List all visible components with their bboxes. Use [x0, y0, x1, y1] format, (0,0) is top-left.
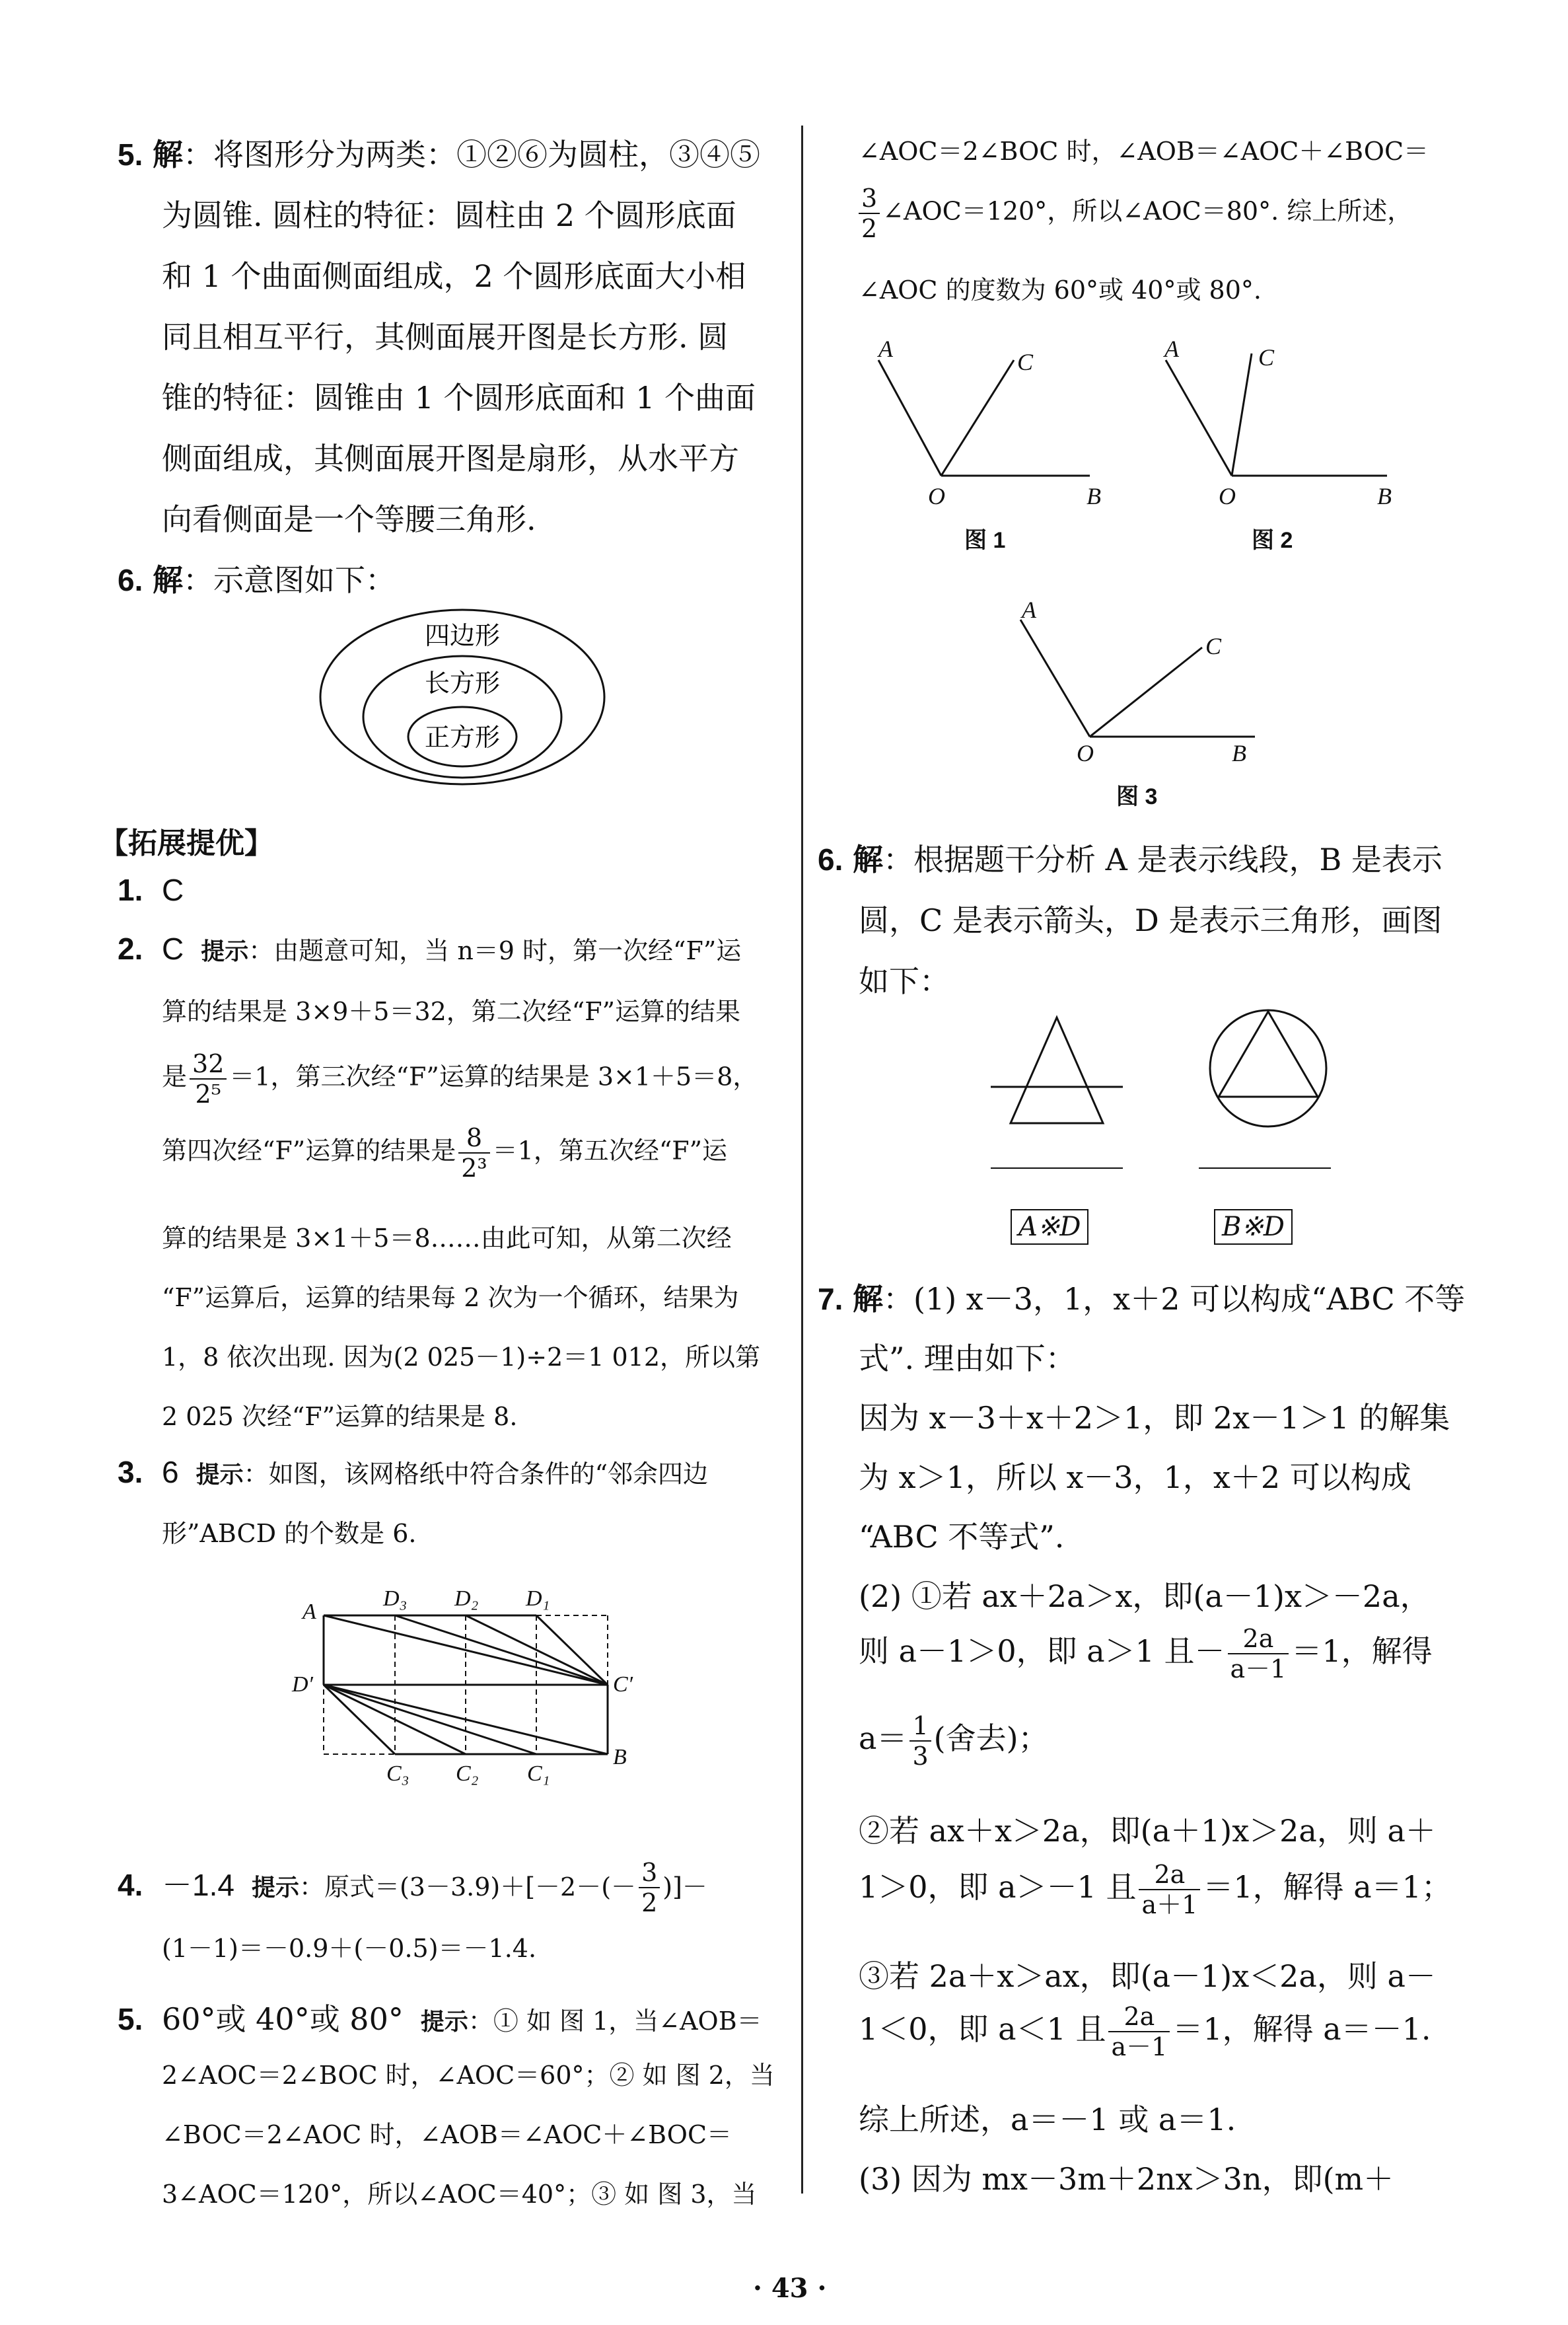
e2-number: 2. [118, 932, 143, 966]
q6-number: 6. [118, 563, 143, 597]
q5-label: 解 [153, 137, 183, 172]
e4-hint-label: 提示 [251, 1874, 299, 1901]
shape-A-D [991, 1011, 1136, 1196]
q7-line-8 [859, 1711, 1049, 1771]
e1-line [118, 872, 184, 908]
q7-text-12b: ＝1，解得 a＝－1. [1172, 2011, 1431, 2047]
r-q6-text-1: ：根据题干分析 A 是表示线段，B 是表示 [883, 842, 1443, 877]
e3-hint-label: 提示 [196, 1461, 244, 1488]
q7-line-7 [859, 1624, 1433, 1683]
e2-frac-1-num: 32 [190, 1049, 227, 1080]
q5-line-5: 锥的特征：圆锥由 1 个圆形底面和 1 个曲面 [162, 380, 756, 416]
cont-frac-num: 3 [859, 184, 880, 214]
q5-number: 5. [118, 137, 143, 172]
grid-label-D2: D₂ [454, 1586, 479, 1611]
e2-line-7: 1，8 依次出现. 因为(2 025－1)÷2＝1 012，所以第 [162, 1343, 761, 1372]
e2-line-5: 算的结果是 3×1＋5＝8……由此可知，从第二次经 [162, 1224, 732, 1253]
q7-frac-3 [1139, 1860, 1200, 1919]
e5-text-1: ：① 如 图 1，当∠AOB＝ [468, 2007, 762, 2036]
section-title: 【拓展提优】 [99, 827, 273, 860]
fig2-label-A: A [1164, 336, 1179, 362]
q7-text-8a: a＝ [859, 1720, 908, 1756]
q7-line-4: 为 x＞1，所以 x－3，1，x＋2 可以构成 [859, 1459, 1411, 1495]
e1-answer: C [162, 873, 184, 907]
column-divider [801, 126, 803, 2194]
fig3-label-A: A [1022, 597, 1036, 623]
q7-frac-1 [1228, 1624, 1289, 1683]
e2-line-4a: 第四次经“F”运算的结果是 [162, 1136, 456, 1165]
grid-label-Dp: D′ [292, 1672, 313, 1697]
angle-figure-2 [1153, 334, 1417, 512]
e3-line-2: 形”ABCD 的个数是 6. [162, 1519, 417, 1548]
e5-line-2: 2∠AOC＝2∠BOC 时，∠AOC＝60°；② 如 图 2，当 [162, 2061, 775, 2090]
grid-label-B: B [613, 1745, 627, 1769]
grid-label-Cp: C′ [613, 1672, 633, 1697]
fig1-label-A: A [878, 336, 893, 362]
q5-line-3: 和 1 个曲面侧面组成，2 个圆形底面大小相 [162, 258, 746, 294]
grid-figure [291, 1572, 660, 1824]
q7-text-10a: 1＞0，即 a＞－1 且 [859, 1869, 1137, 1905]
q7-frac-4-num: 2a [1108, 2002, 1170, 2032]
q7-line-6: (2) ①若 ax＋2a＞x，即(a－1)x＞－2a， [859, 1578, 1431, 1614]
e2-line-1 [118, 930, 741, 967]
q7-line-11: ③若 2a＋x＞ax，即(a－1)x＜2a，则 a－ [859, 1958, 1436, 1994]
fig1-label-O: O [928, 483, 945, 509]
e3-answer: 6 [162, 1455, 179, 1489]
e4-frac-den: 2 [641, 1888, 658, 1917]
e2-frac-2-den: 2³ [461, 1154, 487, 1183]
angle-figure-1 [859, 334, 1123, 512]
box-B-D: B※D [1214, 1209, 1293, 1245]
grid-label-C2: C₂ [456, 1761, 479, 1786]
q6-label: 解 [153, 563, 183, 597]
q7-line-2: 式”. 理由如下： [859, 1341, 1076, 1376]
fig1-label-B: B [1087, 483, 1101, 509]
q7-line-14: (3) 因为 mx－3m＋2nx＞3n，即(m＋ [859, 2161, 1394, 2197]
q7-text-7a: 则 a－1＞0，即 a＞1 且－ [859, 1633, 1225, 1669]
r-q6-line-3: 如下： [859, 963, 950, 999]
e2-frac-1-den: 2⁵ [195, 1080, 221, 1109]
q5-line-6: 侧面组成，其侧面展开图是扇形，从水平方 [162, 441, 739, 476]
q5-line-7: 向看侧面是一个等腰三角形. [162, 501, 536, 537]
fig1-caption: 图 1 [964, 528, 1006, 553]
fig3-label-C: C [1205, 633, 1222, 659]
q7-frac-2 [909, 1711, 931, 1771]
e2-line-2: 算的结果是 3×9＋5＝32，第二次经“F”运算的结果 [162, 997, 741, 1026]
grid-label-D1: D₁ [526, 1586, 550, 1611]
box-A-D: A※D [1011, 1209, 1088, 1245]
e2-line-3 [162, 1049, 758, 1109]
e5-number: 5. [118, 2002, 143, 2036]
q5-line-2: 为圆锥. 圆柱的特征：圆柱由 2 个圆形底面 [162, 198, 736, 233]
e3-line-1 [118, 1454, 708, 1490]
q6-text: ：示意图如下： [183, 562, 396, 598]
grid-label-D3: D₃ [383, 1586, 408, 1611]
e2-frac-2 [458, 1123, 489, 1183]
q7-line-3: 因为 x－3＋x＋2＞1，即 2x－1＞1 的解集 [859, 1400, 1450, 1436]
e5-answer: 60°或 40°或 80° [162, 2001, 404, 2037]
r-q6-line-2: 圆，C 是表示箭头，D 是表示三角形，画图 [859, 903, 1443, 938]
e2-line-6: “F”运算后，运算的结果每 2 次为一个循环，结果为 [162, 1283, 739, 1312]
grid-label-A: A [303, 1600, 316, 1624]
fig3-caption: 图 3 [1116, 784, 1158, 809]
e4-text-1b: )]－ [662, 1872, 707, 1901]
e2-frac-2-num: 8 [458, 1123, 489, 1154]
e4-number: 4. [118, 1868, 143, 1902]
q5-line-1 [118, 131, 760, 174]
q7-line-5: “ABC 不等式”. [859, 1519, 1065, 1555]
e5-line-1 [118, 1995, 762, 2039]
q7-line-13: 综上所述，a＝－1 或 a＝1. [859, 2102, 1236, 2137]
e3-text-1: ：如图，该网格纸中符合条件的“邻余四边 [243, 1459, 709, 1489]
venn-label-quad: 四边形 [424, 622, 501, 650]
cont-line-2 [859, 184, 1412, 243]
grid-label-C1: C₁ [527, 1761, 550, 1786]
fig3-label-O: O [1077, 740, 1094, 766]
cont-line-1: ∠AOC＝2∠BOC 时，∠AOB＝∠AOC＋∠BOC＝ [859, 137, 1429, 166]
q7-text-1: ：(1) x－3，1，x＋2 可以构成“ABC 不等 [883, 1281, 1466, 1317]
e5-hint-label: 提示 [420, 2008, 468, 2035]
q7-line-9: ②若 ax＋x＞2a，即(a＋1)x＞2a，则 a＋ [859, 1813, 1436, 1849]
grid-label-C3: C₃ [386, 1761, 410, 1786]
fig2-label-O: O [1219, 483, 1236, 509]
e2-line-3b: ＝1，第三次经“F”运算的结果是 3×1＋5＝8， [229, 1062, 758, 1091]
e4-frac [639, 1858, 660, 1917]
r-q6-number: 6. [818, 842, 843, 877]
e2-answer: C [162, 932, 184, 966]
fig1-label-C: C [1017, 349, 1034, 375]
q7-frac-2-den: 3 [912, 1742, 929, 1771]
cont-line-3: ∠AOC 的度数为 60°或 40°或 80°. [859, 276, 1262, 305]
e1-number: 1. [118, 873, 143, 907]
e2-line-8: 2 025 次经“F”运算的结果是 8. [162, 1402, 518, 1431]
q7-line-10 [859, 1860, 1452, 1919]
e2-line-4b: ＝1，第五次经“F”运 [492, 1136, 728, 1165]
shape-B-D [1189, 1008, 1347, 1193]
q7-label: 解 [853, 1282, 883, 1316]
q5-text-1: ：将图形分为两类：①②⑥为圆柱，③④⑤ [183, 137, 760, 172]
q7-frac-1-den: a－1 [1230, 1654, 1287, 1683]
cont-text-2b: ∠AOC＝120°，所以∠AOC＝80°. 综上所述， [882, 196, 1413, 226]
q7-text-7b: ＝1，解得 [1291, 1633, 1433, 1669]
e2-line-3a: 是 [162, 1062, 188, 1091]
q7-text-12a: 1＜0，即 a＜1 且 [859, 2011, 1106, 2047]
e4-text-1a: ：原式＝(3－3.9)＋[－2－(－ [299, 1872, 637, 1901]
q5-line-4: 同且相互平行，其侧面展开图是长方形. 圆 [162, 319, 729, 355]
q7-number: 7. [818, 1282, 843, 1316]
e4-line-2: (1－1)＝－0.9＋(－0.5)＝－1.4. [162, 1934, 537, 1963]
e2-line-4 [162, 1123, 727, 1183]
venn-diagram [317, 605, 608, 790]
fig2-label-C: C [1258, 344, 1275, 371]
r-q6-line-1 [818, 836, 1443, 879]
e4-frac-num: 3 [639, 1858, 660, 1888]
q7-text-10b: ＝1，解得 a＝1； [1203, 1869, 1452, 1905]
e3-number: 3. [118, 1455, 143, 1489]
q7-text-8b: (舍去)； [933, 1720, 1049, 1756]
q7-frac-1-num: 2a [1228, 1624, 1289, 1654]
q7-frac-2-num: 1 [909, 1711, 931, 1742]
angle-figure-3 [1001, 588, 1278, 766]
e4-answer: －1.4 [162, 1868, 234, 1902]
page-number: · 43 · [753, 2273, 827, 2304]
q6-line-1 [118, 556, 396, 600]
fig2-caption: 图 2 [1252, 528, 1293, 553]
e2-frac-1 [190, 1049, 227, 1109]
q7-line-1 [818, 1275, 1465, 1319]
q7-frac-3-den: a＋1 [1141, 1890, 1198, 1919]
e5-line-3: ∠BOC＝2∠AOC 时，∠AOB＝∠AOC＋∠BOC＝ [162, 2120, 732, 2149]
q7-frac-3-num: 2a [1139, 1860, 1200, 1890]
venn-label-rect: 长方形 [424, 670, 501, 698]
q7-line-12 [859, 2002, 1431, 2061]
e2-text-1: ：由题意可知，当 n＝9 时，第一次经“F”运 [248, 936, 742, 965]
q7-frac-4 [1108, 2002, 1170, 2061]
e2-hint-label: 提示 [201, 938, 249, 965]
e4-line-1 [118, 1858, 707, 1917]
e5-line-4: 3∠AOC＝120°，所以∠AOC＝40°；③ 如 图 3，当 [162, 2180, 757, 2209]
fig2-label-B: B [1377, 483, 1392, 509]
cont-frac [859, 184, 880, 243]
cont-frac-den: 2 [861, 214, 878, 243]
venn-label-square: 正方形 [424, 724, 501, 752]
fig3-label-B: B [1232, 740, 1246, 766]
q7-frac-4-den: a－1 [1111, 2032, 1168, 2061]
r-q6-label: 解 [853, 842, 883, 877]
